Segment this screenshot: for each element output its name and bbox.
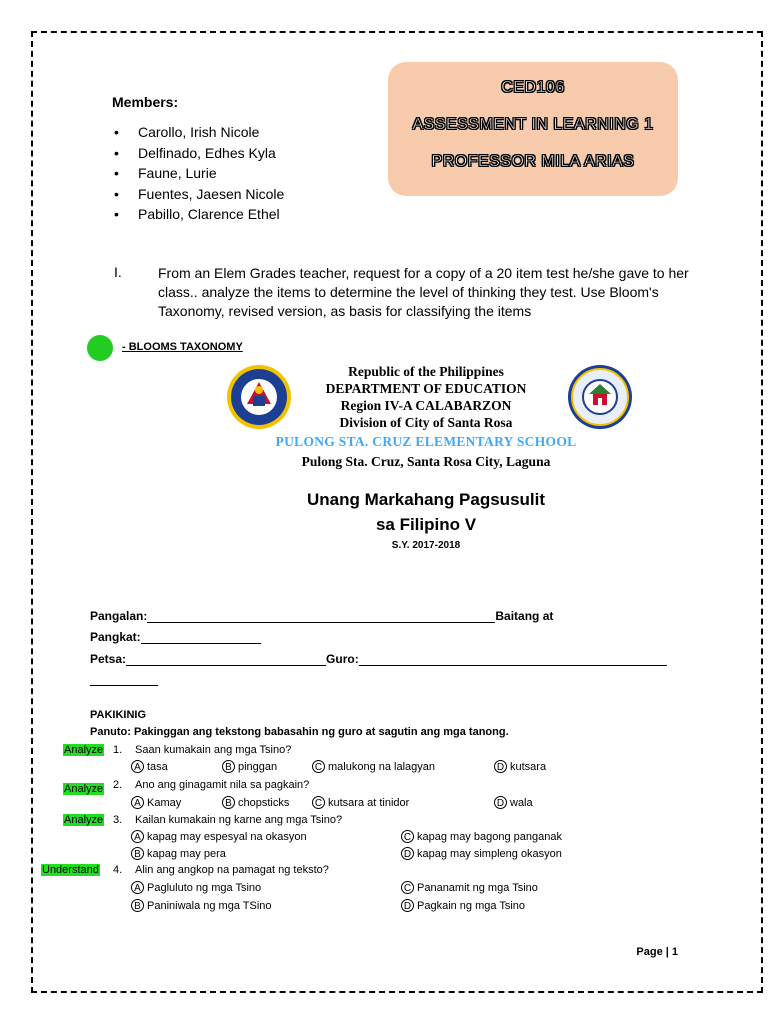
header-school: PULONG STA. CRUZ ELEMENTARY SCHOOL (275, 434, 577, 449)
answer-option[interactable]: B chopsticks (222, 796, 289, 809)
answer-option[interactable]: A tasa (131, 760, 168, 773)
date-label: Petsa: (90, 652, 127, 666)
answer-option[interactable]: D kutsara (494, 760, 546, 773)
bloom-tag: Analyze (64, 783, 104, 795)
answer-option[interactable]: B pinggan (222, 760, 277, 773)
date-blank-continued[interactable] (90, 673, 158, 686)
bloom-tag: Analyze (64, 744, 104, 756)
answer-option[interactable]: D Pagkain ng mga Tsino (401, 899, 525, 912)
exam-title: Unang Markahang Pagsusulit (306, 490, 546, 509)
date-blank[interactable] (126, 653, 326, 666)
header-address: Pulong Sta. Cruz, Santa Rosa City, Laguna (301, 454, 551, 469)
answer-option[interactable]: A kapag may espesyal na okasyon (131, 830, 307, 843)
question-text: Alin ang angkop na pamagat ng teksto? (135, 864, 329, 876)
members-heading: Members: (112, 94, 179, 110)
legend-dot (87, 335, 113, 361)
question-number: 3. (113, 814, 123, 826)
teacher-blank[interactable] (359, 653, 667, 666)
member-list (112, 122, 284, 225)
question-text: Saan kumakain ang mga Tsino? (135, 744, 292, 756)
member-item: • Faune, Lurie (112, 163, 284, 184)
answer-option[interactable]: C malukong na lalagyan (312, 760, 435, 773)
member-item: • Delfinado, Edhes Kyla (112, 143, 284, 164)
section-row (90, 630, 261, 644)
answer-option[interactable]: C kapag may bagong panganak (401, 830, 562, 843)
course-professor: PROFESSOR MILA ARIAS (431, 153, 635, 170)
member-item: • Pabillo, Clarence Ethel (112, 204, 284, 225)
bloom-tag: Analyze (64, 814, 104, 826)
section-directions: Panuto: Pakinggan ang tekstong babasahin ng guro at sagutin ang mga tanong. (90, 726, 509, 738)
exam-subject: sa Filipino V (375, 515, 477, 534)
course-code: CED106 (501, 79, 565, 96)
answer-option[interactable]: D wala (494, 796, 533, 809)
member-item: • Fuentes, Jaesen Nicole (112, 184, 284, 205)
question-number: 4. (113, 864, 123, 876)
page-number: Page | 1 (636, 946, 678, 958)
date-row-continued (90, 672, 158, 686)
question-text: Ano ang ginagamit nila sa pagkain? (135, 779, 310, 791)
answer-option[interactable]: C kutsara at tinidor (312, 796, 409, 809)
bloom-tag: Understand (42, 864, 99, 876)
answer-option[interactable]: A Kamay (131, 796, 181, 809)
question-number: 1. (113, 744, 123, 756)
teacher-label: Guro: (326, 652, 359, 666)
name-row (90, 609, 553, 623)
header-division: Division of City of Santa Rosa (339, 415, 513, 430)
grade-label: Baitang at (495, 609, 554, 623)
name-label: Pangalan: (90, 609, 148, 623)
answer-option[interactable]: C Pananamit ng mga Tsino (401, 881, 538, 894)
answer-option[interactable]: B Paniniwala ng mga TSino (131, 899, 272, 912)
section-label: Pangkat: (90, 630, 141, 644)
answer-option[interactable]: B kapag may pera (131, 847, 226, 860)
school-year: S.Y. 2017-2018 (391, 540, 461, 551)
course-info-box (388, 62, 678, 196)
member-item: • Carollo, Irish Nicole (112, 122, 284, 143)
name-blank[interactable] (147, 610, 495, 623)
instruction-text: From an Elem Grades teacher, request for a copy of a 20 item test he/she gave to her class.. analyze the items to determine the level of thinking they test. Use Bloom's Taxonomy, revised version, as basis for classifying the items (158, 265, 689, 319)
header-republic: Republic of the Philippines (348, 364, 504, 379)
question-text: Kailan kumakain ng karne ang mga Tsino? (135, 814, 343, 826)
course-name: ASSESSMENT IN LEARNING 1 (412, 116, 654, 133)
header-department: DEPARTMENT OF EDUCATION (325, 381, 527, 396)
answer-option[interactable]: D kapag may simpleng okasyon (401, 847, 562, 860)
legend-label: - BLOOMS TAXONOMY (122, 341, 243, 353)
instruction-number: I. (114, 264, 122, 280)
section-blank[interactable] (141, 631, 261, 644)
answer-option[interactable]: A Pagluluto ng mga Tsino (131, 881, 261, 894)
section-title: PAKIKINIG (90, 709, 147, 721)
question-number: 2. (113, 779, 123, 791)
header-region: Region IV-A CALABARZON (340, 398, 512, 413)
date-row (90, 652, 667, 666)
